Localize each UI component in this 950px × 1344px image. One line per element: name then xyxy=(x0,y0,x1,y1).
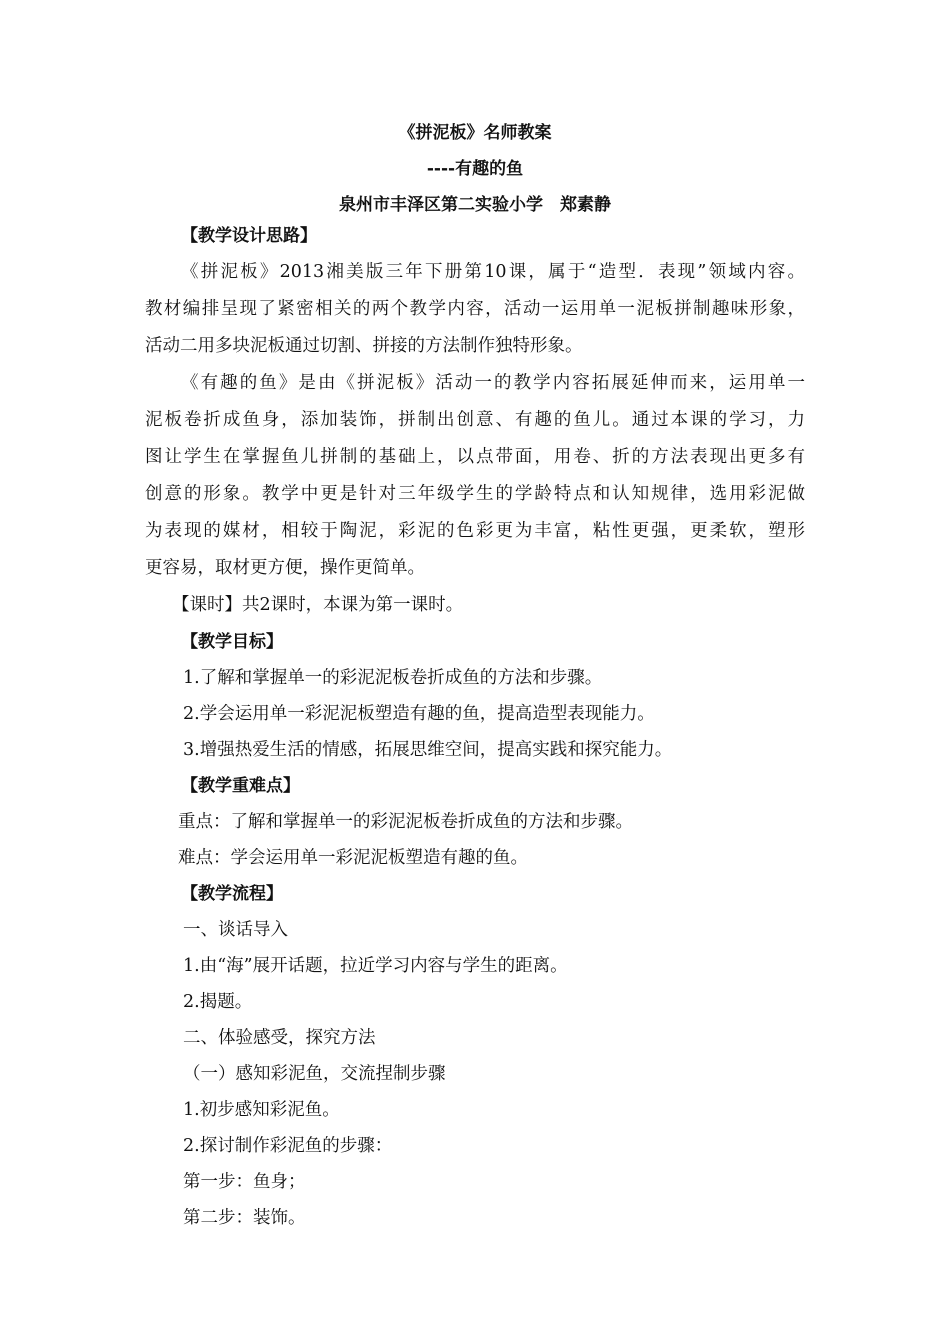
difficult-point-text: 难点：学会运用单一彩泥泥板塑造有趣的鱼。 xyxy=(178,848,528,868)
document-author: 泉州市丰泽区第二实验小学 郑素静 xyxy=(339,195,611,215)
goal-item: 3.增强热爱生活的情感，拓展思维空间，提高实践和探究能力。 xyxy=(183,740,673,760)
process-step: 1.初步感知彩泥鱼。 xyxy=(183,1100,340,1120)
paragraph-1-line: 活动二用多块泥板通过切割、拼接的方法制作独特形象。 xyxy=(145,336,583,356)
paragraph-2-line: 创意的形象。教学中更是针对三年级学生的学龄特点和认知规律，选用彩泥做 xyxy=(145,484,805,504)
paragraph-2-line: 泥板卷折成鱼身，添加装饰，拼制出创意、有趣的鱼儿。通过本课的学习，力 xyxy=(145,410,805,430)
goal-item: 1.了解和掌握单一的彩泥泥板卷折成鱼的方法和步骤。 xyxy=(183,668,603,688)
section-heading-design: 【教学设计思路】 xyxy=(181,226,317,246)
paragraph-2-line: 更容易，取材更方便，操作更简单。 xyxy=(145,558,425,578)
process-step: 1.由“海”展开话题，拉近学习内容与学生的距离。 xyxy=(183,956,568,976)
section-heading-goals: 【教学目标】 xyxy=(181,632,283,652)
process-step: 第二步：装饰。 xyxy=(183,1208,306,1228)
process-step: 一、谈话导入 xyxy=(183,920,288,940)
section-heading-process: 【教学流程】 xyxy=(181,884,283,904)
process-step: （一）感知彩泥鱼，交流捏制步骤 xyxy=(183,1064,446,1084)
paragraph-1-line: 《拼泥板》2013湘美版三年下册第10课，属于“造型．表现”领域内容。 xyxy=(181,262,805,282)
process-step: 二、体验感受，探究方法 xyxy=(183,1028,376,1048)
key-point-text: 重点：了解和掌握单一的彩泥泥板卷折成鱼的方法和步骤。 xyxy=(178,812,633,832)
process-step: 第一步：鱼身； xyxy=(183,1172,306,1192)
goal-item: 2.学会运用单一彩泥泥板塑造有趣的鱼，提高造型表现能力。 xyxy=(183,704,655,724)
class-hours-text: 【课时】共2课时，本课为第一课时。 xyxy=(172,595,464,615)
process-step: 2.揭题。 xyxy=(183,992,253,1012)
section-heading-keypoints: 【教学重难点】 xyxy=(181,776,300,796)
paragraph-2-line: 为表现的媒材，相较于陶泥，彩泥的色彩更为丰富，粘性更强，更柔软，塑形 xyxy=(145,521,805,541)
document-subtitle: ----有趣的鱼 xyxy=(426,159,524,179)
paragraph-2-line: 《有趣的鱼》是由《拼泥板》活动一的教学内容拓展延伸而来，运用单一 xyxy=(181,373,805,393)
paragraph-2-line: 图让学生在掌握鱼儿拼制的基础上，以点带面，用卷、折的方法表现出更多有 xyxy=(145,447,805,467)
paragraph-1-line: 教材编排呈现了紧密相关的两个教学内容，活动一运用单一泥板拼制趣味形象， xyxy=(145,299,805,319)
document-title: 《拼泥板》名师教案 xyxy=(398,123,552,143)
process-step: 2.探讨制作彩泥鱼的步骤： xyxy=(183,1136,393,1156)
